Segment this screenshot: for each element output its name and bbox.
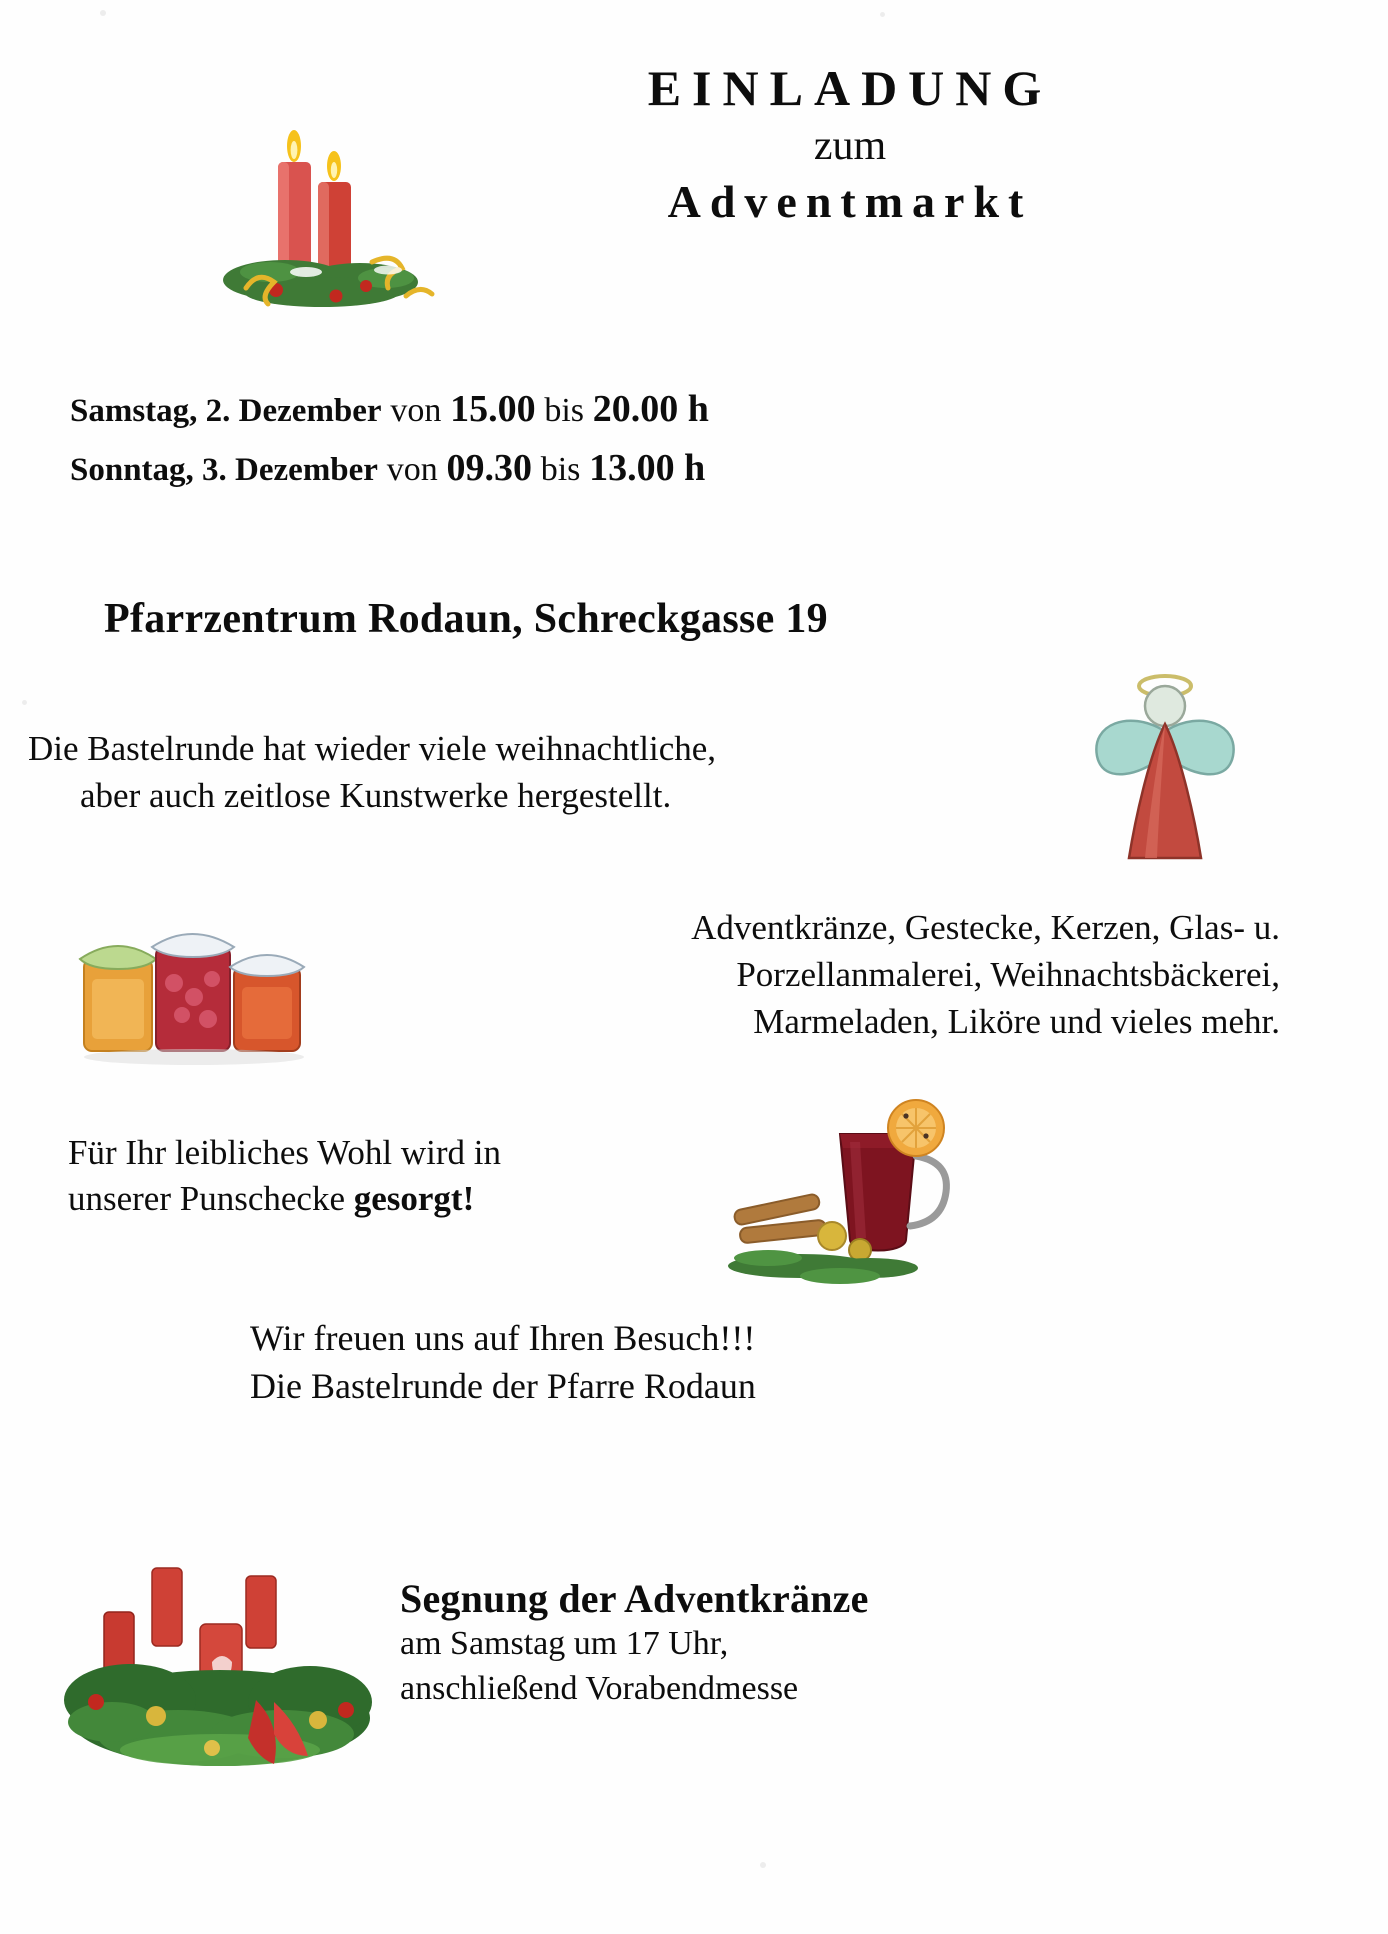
date-start-1: 09.30 (446, 446, 532, 489)
scan-speck (880, 12, 885, 17)
paragraph-punsch (68, 1130, 728, 1222)
bastelrunde-line-2: aber auch zeitlose Kunstwerke hergestellt. (80, 776, 672, 816)
paragraph-besuch (250, 1315, 1150, 1411)
date-von-1: von (386, 450, 438, 488)
mulled-wine-punch-illustration (720, 1090, 1000, 1290)
date-start-0: 15.00 (450, 388, 536, 430)
date-row (70, 380, 1250, 439)
title-connector: zum (813, 123, 887, 169)
punsch-line-2-emphasis: gesorgt! (353, 1179, 475, 1219)
paragraph-waren (330, 905, 1280, 1046)
date-bis-0: bis (544, 392, 585, 429)
scan-speck (22, 700, 27, 705)
date-row (70, 439, 1250, 498)
venue-address: Pfarrzentrum Rodaun, Schreckgasse 19 (104, 596, 828, 642)
date-day-0: Samstag, 2. Dezember (70, 393, 382, 429)
waren-line-2: Porzellanmalerei, Weihnachtsbäckerei, (736, 954, 1280, 994)
blessing-line-2: anschließend Vorabendmesse (400, 1669, 799, 1707)
waren-line-1: Adventkränze, Gestecke, Kerzen, Glas- u. (691, 908, 1280, 947)
blessing-title: Segnung der Adventkränze (400, 1576, 869, 1621)
punsch-line-2-pre: unserer Punschecke (68, 1179, 354, 1219)
bastelrunde-line-1: Die Bastelrunde hat wieder viele weihnachtliche, (28, 729, 717, 768)
scan-speck (760, 1862, 766, 1868)
punsch-line-2 (68, 1176, 728, 1222)
flyer-header (0, 60, 1388, 280)
advent-wreath-illustration (60, 1550, 380, 1780)
date-day-1: Sonntag, 3. Dezember (70, 451, 378, 488)
blessing-line-1: am Samstag um 17 Uhr, (400, 1625, 729, 1662)
paragraph-bastelrunde (28, 725, 1058, 820)
waren-line-3: Marmeladen, Liköre und vieles mehr. (753, 1001, 1280, 1041)
title-block (480, 60, 1220, 228)
page-subtitle: Adventmarkt (667, 175, 1033, 227)
date-end-0: 20.00 h (592, 388, 709, 430)
blessing-block (400, 1575, 1220, 1712)
christmas-angel-illustration (1085, 660, 1245, 875)
date-bis-1: bis (540, 450, 581, 488)
advent-candles-illustration (210, 120, 470, 320)
besuch-line-2: Die Bastelrunde der Pfarre Rodaun (250, 1365, 756, 1406)
besuch-line-1: Wir freuen uns auf Ihren Besuch!!! (250, 1318, 756, 1358)
scan-speck (100, 10, 106, 16)
date-end-1: 13.00 h (589, 446, 706, 489)
page-title: EINLADUNG (647, 60, 1053, 116)
date-list (70, 380, 1250, 498)
punsch-line-1: Für Ihr leibliches Wohl wird in (68, 1133, 502, 1172)
jam-jars-illustration (70, 905, 345, 1075)
date-von-0: von (390, 392, 442, 429)
